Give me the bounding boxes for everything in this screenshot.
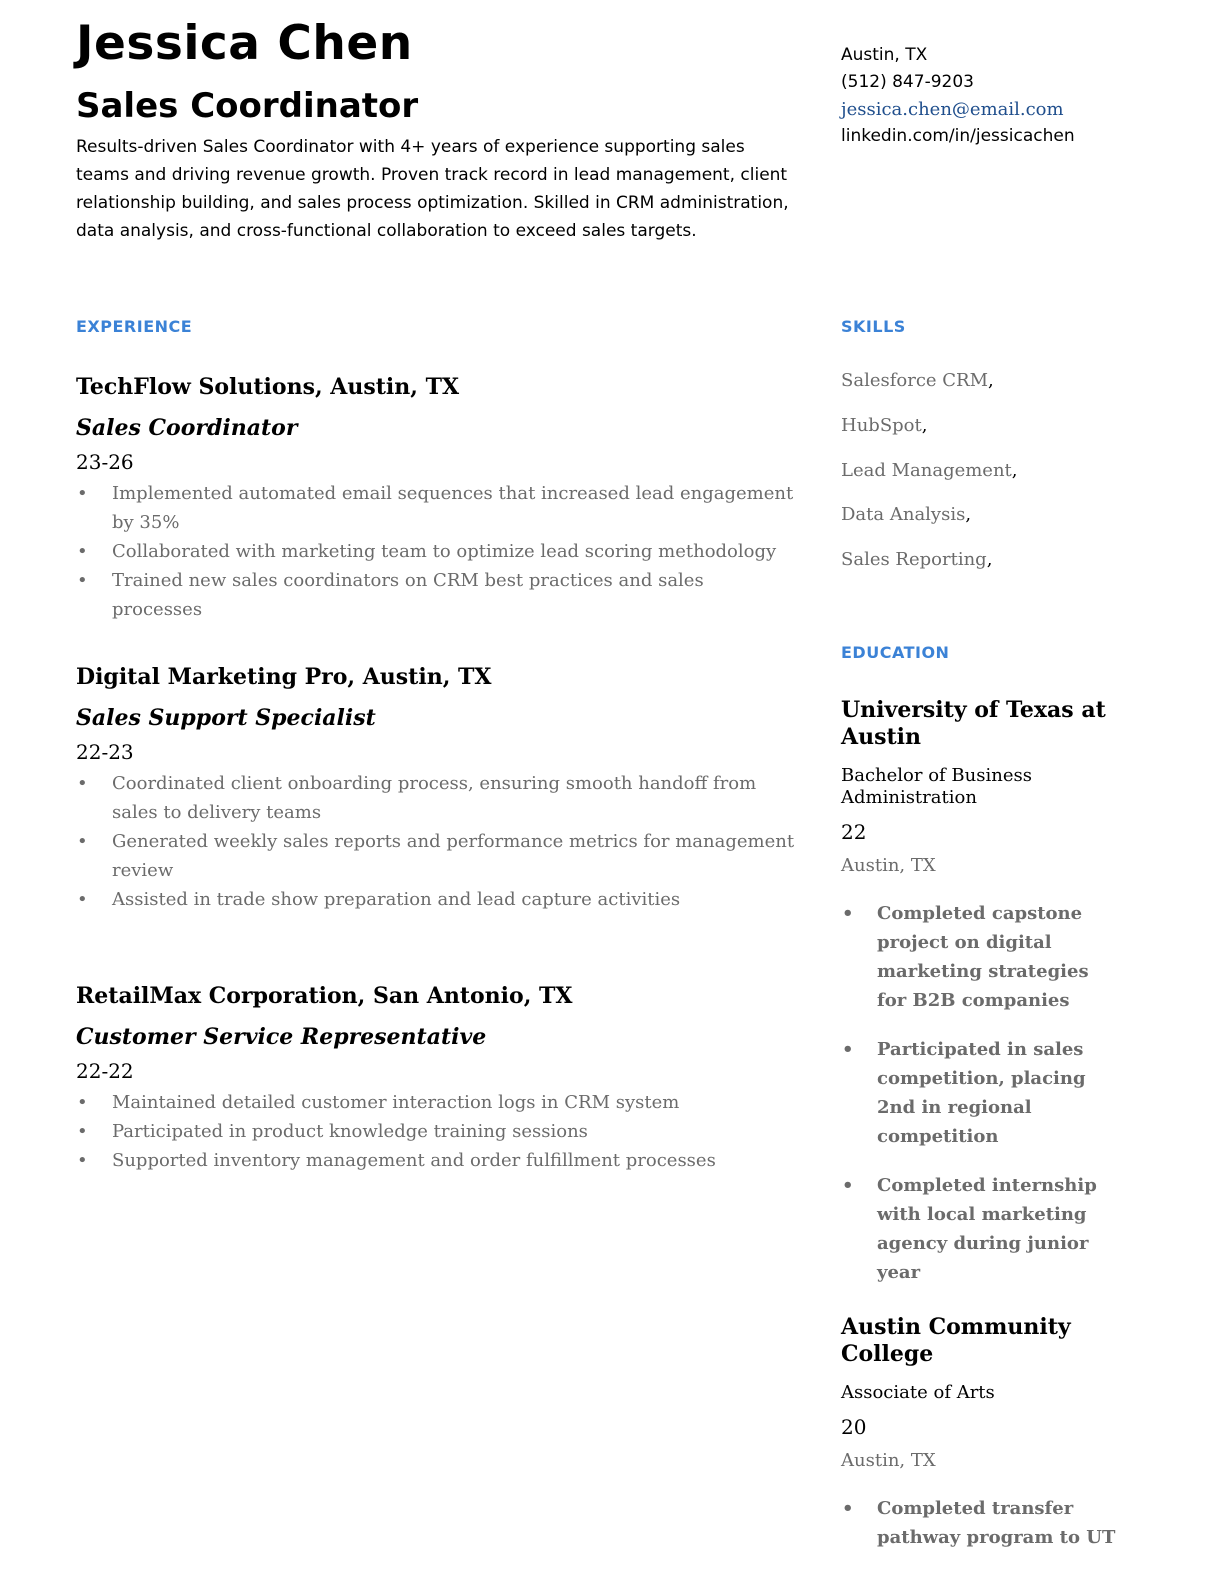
candidate-name: Jessica Chen xyxy=(76,16,413,71)
edu-bullet: • Participated in sales competition, placing 2nd in regional competition xyxy=(841,1035,1121,1151)
skill-separator: , xyxy=(986,549,993,571)
skill-label: Data Analysis xyxy=(841,504,966,526)
job-title: Sales Support Specialist xyxy=(76,705,376,731)
edu-bullet: • Completed capstone project on digital marketing strategies for B2B companies xyxy=(841,899,1121,1015)
skill-label: HubSpot xyxy=(841,414,922,436)
skill-label: Lead Management xyxy=(841,459,1012,481)
skill-label: Sales Reporting xyxy=(841,549,987,571)
job-bullet: • Implemented automated email sequences that increased lead engagement by 35% xyxy=(76,479,796,537)
skill-label: Salesforce CRM xyxy=(841,370,989,391)
job-bullet: • Generated weekly sales reports and performance metrics for management review xyxy=(76,827,796,885)
skills-heading: SKILLS xyxy=(841,317,906,336)
job-title: Customer Service Representative xyxy=(76,1024,487,1050)
experience-entry xyxy=(76,981,796,1175)
skill-separator: , xyxy=(921,414,928,436)
edu-bullets xyxy=(841,899,1121,1287)
contact-location: Austin, TX xyxy=(841,45,928,65)
edu-bullet: • Completed transfer pathway program to UT xyxy=(841,1494,1121,1552)
skill-item xyxy=(841,366,1171,396)
edu-degree: Bachelor of Business Administration xyxy=(841,765,1032,808)
job-dates: 22-23 xyxy=(76,740,134,764)
job-bullet: • Supported inventory management and order fulfillment processes xyxy=(76,1146,796,1175)
job-dates: 23-26 xyxy=(76,450,134,474)
skill-separator: , xyxy=(965,504,972,526)
job-bullets xyxy=(76,479,796,624)
edu-degree: Associate of Arts xyxy=(841,1382,995,1403)
education-entry xyxy=(841,697,1121,1307)
edu-school: University of Texas at Austin xyxy=(841,697,1106,750)
skill-item xyxy=(841,545,1171,575)
contact-email-link[interactable]: jessica.chen@email.com xyxy=(841,99,1064,120)
contact-phone: (512) 847-9203 xyxy=(841,72,974,92)
job-bullets xyxy=(76,769,796,914)
job-company: Digital Marketing Pro, Austin, TX xyxy=(76,664,492,690)
edu-year: 22 xyxy=(841,820,867,844)
job-bullet: • Assisted in trade show preparation and lead capture activities xyxy=(76,885,796,914)
skill-separator: , xyxy=(1011,459,1018,481)
job-bullet: • Coordinated client onboarding process, ensuring smooth handoff from sales to delivery teams xyxy=(76,769,796,827)
education-heading: EDUCATION xyxy=(841,643,950,662)
job-bullet: • Participated in product knowledge training sessions xyxy=(76,1117,796,1146)
experience-heading: EXPERIENCE xyxy=(76,317,193,336)
edu-year: 20 xyxy=(841,1415,867,1439)
contact-linkedin: linkedin.com/in/jessicachen xyxy=(841,126,1075,146)
skills-list xyxy=(841,366,1171,590)
edu-location: Austin, TX xyxy=(841,1450,936,1471)
summary-text: Results-driven Sales Coordinator with 4+ years of experience supporting sales teams and driving revenue growth. Proven track record in lead management, client relationship building, and sales process optimization. Skilled in CRM administration, data analysis, and cross-functional collaboration to exceed sales targets. xyxy=(76,137,789,241)
education-entry xyxy=(841,1314,1121,1572)
skill-item xyxy=(841,456,1171,486)
job-bullet: • Maintained detailed customer interaction logs in CRM system xyxy=(76,1088,796,1117)
experience-entry xyxy=(76,662,796,914)
job-bullet: • Collaborated with marketing team to optimize lead scoring methodology xyxy=(76,537,796,566)
job-bullets xyxy=(76,1088,796,1175)
skill-item xyxy=(841,500,1171,530)
job-bullet: • Trained new sales coordinators on CRM best practices and sales processes xyxy=(76,566,796,624)
edu-bullets xyxy=(841,1494,1121,1552)
skill-item xyxy=(841,411,1171,441)
job-company: TechFlow Solutions, Austin, TX xyxy=(76,374,460,400)
experience-entry xyxy=(76,372,796,624)
skill-separator: , xyxy=(988,370,994,391)
job-company: RetailMax Corporation, San Antonio, TX xyxy=(76,983,573,1009)
edu-location: Austin, TX xyxy=(841,855,936,876)
job-dates: 22-22 xyxy=(76,1059,134,1083)
candidate-role: Sales Coordinator xyxy=(76,86,419,126)
contact-block xyxy=(841,42,1191,150)
edu-bullet: • Completed internship with local marketing agency during junior year xyxy=(841,1171,1121,1287)
edu-school: Austin Community College xyxy=(841,1314,1071,1367)
job-title: Sales Coordinator xyxy=(76,415,298,441)
